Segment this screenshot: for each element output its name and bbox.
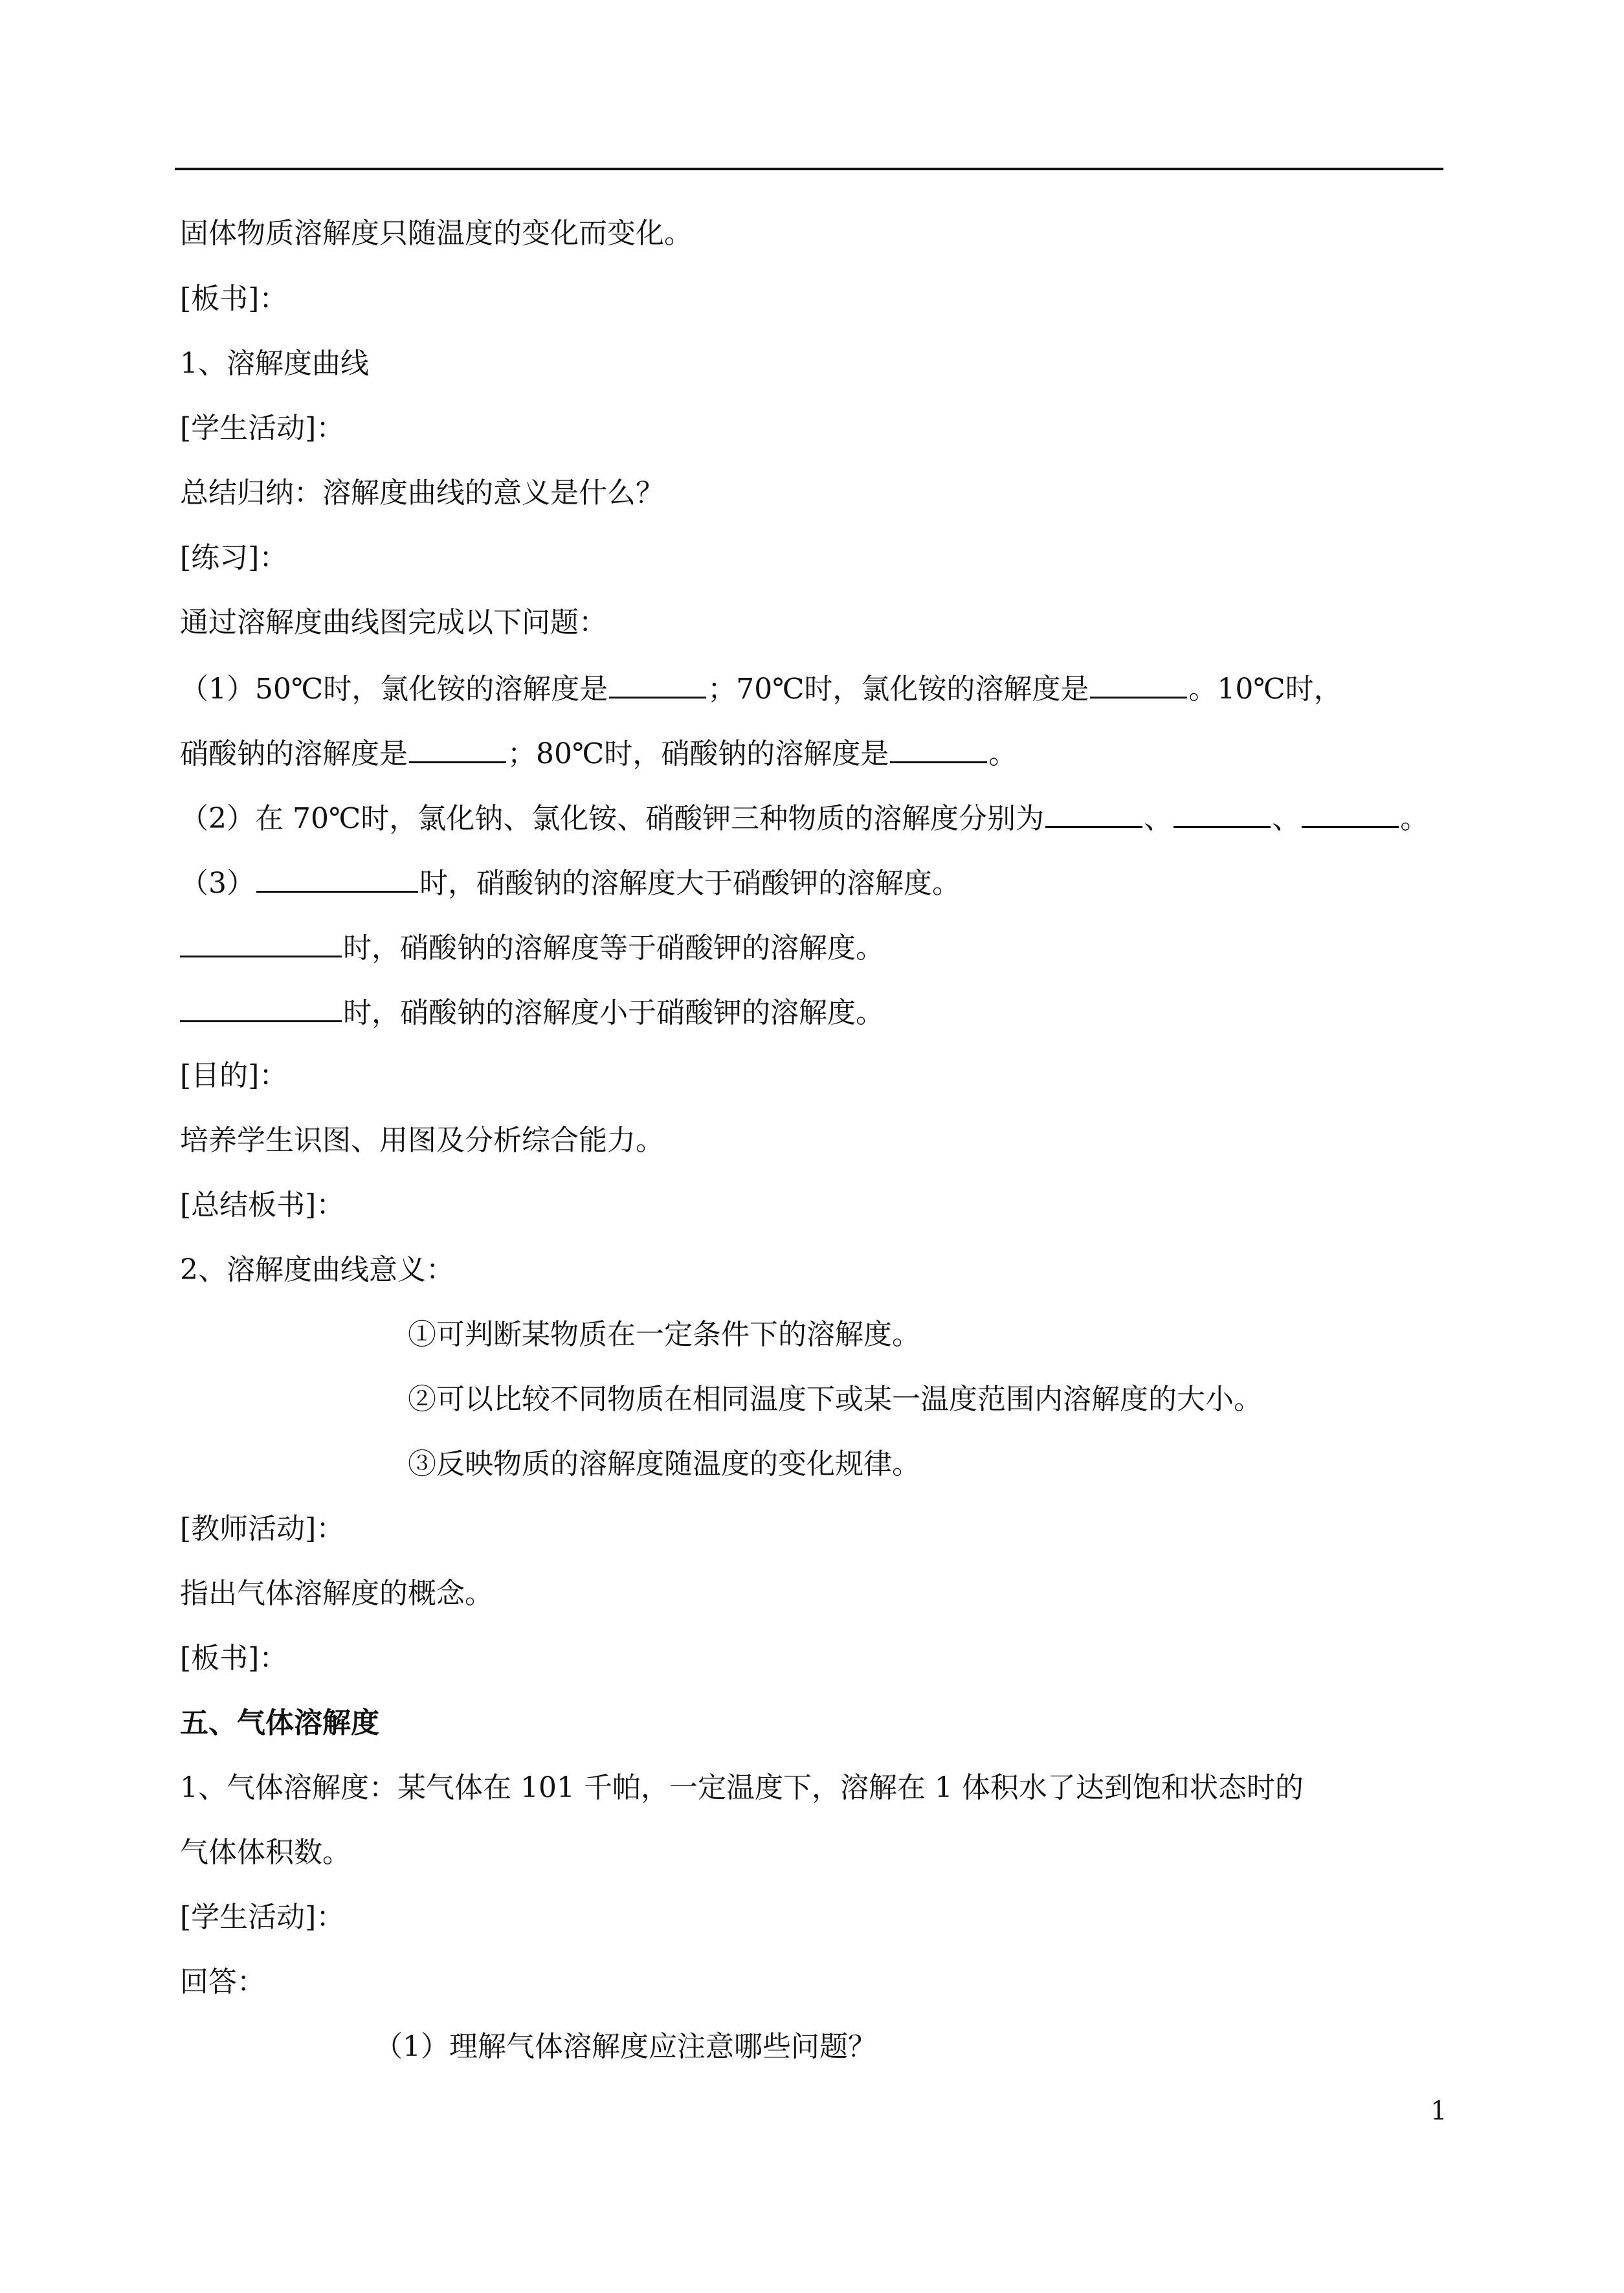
answer-blank[interactable] <box>180 992 342 1022</box>
meaning-item: ①可判断某物质在一定条件下的溶解度。 <box>408 1318 920 1351</box>
text-line: 通过溶解度曲线图完成以下问题： <box>180 606 607 639</box>
answer-blank[interactable] <box>1045 798 1142 828</box>
question-item: （1）理解气体溶解度应注意哪些问题？ <box>374 2030 876 2063</box>
definition-line: 气体体积数。 <box>180 1836 351 1869</box>
answer-blank[interactable] <box>609 668 706 699</box>
meaning-item: ③反映物质的溶解度随温度的变化规律。 <box>408 1448 920 1481</box>
q1-text-b: ；70℃时，氯化铵的溶解度是 <box>707 673 1089 706</box>
answer-blank[interactable] <box>1090 668 1187 699</box>
q2-end: 。 <box>1400 802 1429 835</box>
text-line: [板书]： <box>180 282 288 315</box>
question-3-line-2 <box>180 927 884 968</box>
question-2-line <box>180 798 1429 838</box>
text-line: [总结板书]： <box>180 1189 345 1222</box>
question-1-line-1 <box>180 668 1342 709</box>
text-line: 培养学生识图、用图及分析综合能力。 <box>180 1124 664 1157</box>
q3-text-2: 时，硝酸钠的溶解度等于硝酸钾的溶解度。 <box>343 932 884 965</box>
q3-text-1: 时，硝酸钠的溶解度大于硝酸钾的溶解度。 <box>419 867 961 900</box>
answer-blank[interactable] <box>1302 798 1399 828</box>
page-number: 1 <box>1430 2096 1447 2126</box>
text-line: 总结归纳：溶解度曲线的意义是什么？ <box>180 476 664 509</box>
answer-blank[interactable] <box>256 862 418 893</box>
q2-separator: 、 <box>1144 802 1173 835</box>
text-line: [目的]： <box>180 1059 288 1092</box>
text-line: 1、溶解度曲线 <box>180 347 369 380</box>
q1-text-f: 。 <box>988 737 1018 770</box>
q2-text: （2）在 70℃时，氯化钠、氯化铵、硝酸钾三种物质的溶解度分别为 <box>180 802 1045 835</box>
answer-blank[interactable] <box>1174 798 1271 828</box>
meaning-item: ②可以比较不同物质在相同温度下或某一温度范围内溶解度的大小。 <box>408 1383 1262 1416</box>
text-line: 回答： <box>180 1965 265 1998</box>
definition-line: 1、气体溶解度：某气体在 101 千帕，一定温度下，溶解在 1 体积水了达到饱和状态时的 <box>180 1771 1304 1804</box>
answer-blank[interactable] <box>890 733 987 763</box>
q3-text-3: 时，硝酸钠的溶解度小于硝酸钾的溶解度。 <box>343 996 884 1029</box>
answer-blank[interactable] <box>409 733 506 763</box>
q3-prefix: （3） <box>180 867 255 900</box>
q1-text-e: ；80℃时，硝酸钠的溶解度是 <box>507 737 889 770</box>
question-1-line-2 <box>180 733 1017 774</box>
q1-text-c: 。10℃时， <box>1188 673 1342 706</box>
section-title: 五、气体溶解度 <box>180 1706 379 1739</box>
q2-separator: 、 <box>1272 802 1301 835</box>
text-line: [学生活动]： <box>180 412 345 445</box>
text-line: 2、溶解度曲线意义： <box>180 1253 454 1286</box>
text-line: [学生活动]： <box>180 1901 345 1934</box>
text-line: [板书]： <box>180 1642 288 1675</box>
header-rule <box>175 168 1443 170</box>
q1-text-d: 硝酸钠的溶解度是 <box>180 737 408 770</box>
answer-blank[interactable] <box>180 927 342 957</box>
q1-text-a: （1）50℃时，氯化铵的溶解度是 <box>180 673 608 706</box>
text-line: [练习]： <box>180 541 288 574</box>
text-line: [教师活动]： <box>180 1512 345 1545</box>
question-3-line-1 <box>180 862 961 903</box>
question-3-line-3 <box>180 992 884 1033</box>
text-line: 固体物质溶解度只随温度的变化而变化。 <box>180 217 693 250</box>
text-line: 指出气体溶解度的概念。 <box>180 1577 493 1610</box>
